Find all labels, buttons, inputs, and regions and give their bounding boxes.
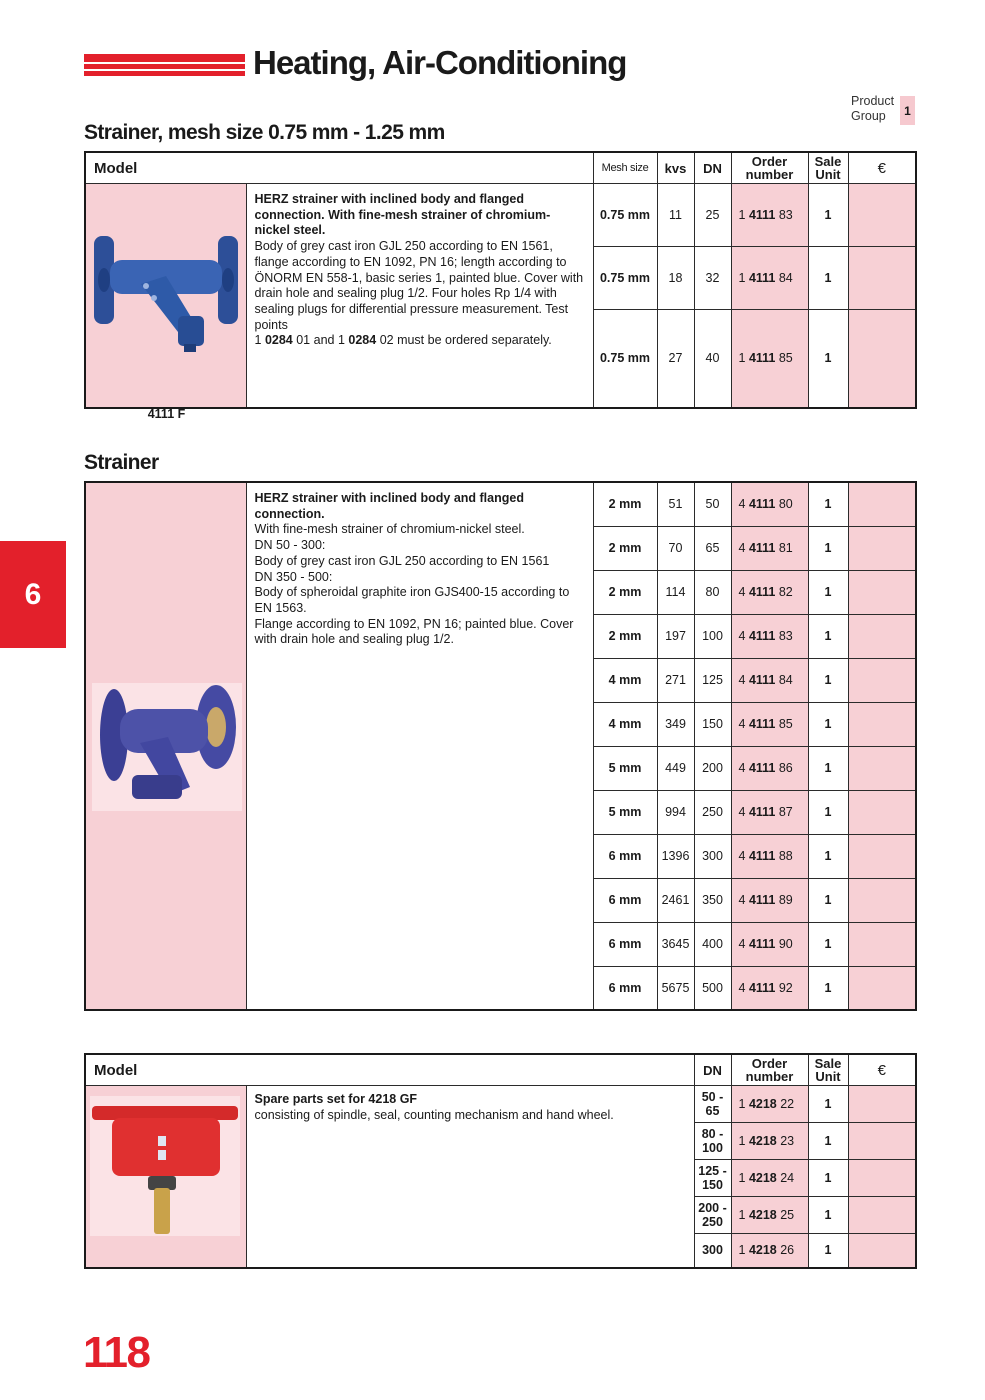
price-cell [848, 482, 916, 526]
kvs: 994 [657, 790, 694, 834]
order-number: 1 4218 26 [731, 1234, 808, 1268]
price-cell [848, 1123, 916, 1160]
price-cell [848, 184, 916, 247]
kvs: 18 [657, 247, 694, 310]
order-number: 1 4111 83 [731, 184, 808, 247]
col-kvs: kvs [657, 152, 694, 184]
strainer-4111f-image [86, 204, 246, 394]
sale-unit: 1 [808, 570, 848, 614]
sale-unit: 1 [808, 878, 848, 922]
order-number: 4 4111 86 [731, 746, 808, 790]
order-number: 1 4111 84 [731, 247, 808, 310]
sale-unit: 1 [808, 702, 848, 746]
sale-unit: 1 [808, 1234, 848, 1268]
table-row [85, 1086, 916, 1123]
sale-unit: 1 [808, 247, 848, 310]
sale-unit: 1 [808, 834, 848, 878]
product-description: HERZ strainer with inclined body and flanged connection. With fine-mesh strainer of chromium-nickel steel. DN 50 - 300: Body of grey cast iron GJL 250 according to EN 1561 DN 350 - 500: Body of spheroidal graphite iron GJS400-15 according to EN 1563. Flange according to EN 1092, PN 16; painted blue. Cover with drain hole and sealing plug 1/2. [246, 482, 593, 1010]
dn: 50 [694, 482, 731, 526]
sale-unit: 1 [808, 310, 848, 408]
order-number: 4 4111 89 [731, 878, 808, 922]
strainer-image [92, 683, 242, 813]
mesh-size: 6 mm [593, 878, 657, 922]
price-cell [848, 922, 916, 966]
product-image-cell [85, 184, 246, 421]
col-mesh-size: Mesh size [593, 152, 657, 184]
price-cell [848, 1160, 916, 1197]
mesh-size: 0.75 mm [593, 184, 657, 247]
page-number: 118 [83, 1328, 150, 1377]
order-number: 4 4111 92 [731, 966, 808, 1010]
mesh-size: 4 mm [593, 658, 657, 702]
strainer-fine-table [84, 151, 917, 421]
spare-parts-table [84, 1053, 917, 1269]
price-cell [848, 966, 916, 1010]
product-description: Spare parts set for 4218 GF consisting of spindle, seal, counting mechanism and hand wheel. [246, 1086, 694, 1268]
order-number: 1 4218 25 [731, 1197, 808, 1234]
dn: 200 - 250 [694, 1197, 731, 1234]
price-cell [848, 570, 916, 614]
dn: 125 - 150 [694, 1160, 731, 1197]
kvs: 114 [657, 570, 694, 614]
price-cell [848, 746, 916, 790]
order-number: 4 4111 83 [731, 614, 808, 658]
col-euro: € [848, 1054, 916, 1086]
sale-unit: 1 [808, 1197, 848, 1234]
order-number: 4 4111 84 [731, 658, 808, 702]
price-cell [848, 614, 916, 658]
price-cell [848, 526, 916, 570]
dn: 300 [694, 834, 731, 878]
sale-unit: 1 [808, 966, 848, 1010]
mesh-size: 4 mm [593, 702, 657, 746]
sale-unit: 1 [808, 1123, 848, 1160]
order-number: 4 4111 88 [731, 834, 808, 878]
order-number: 1 4218 23 [731, 1123, 808, 1160]
dn: 300 [694, 1234, 731, 1268]
table-row [85, 184, 916, 247]
col-dn: DN [694, 1054, 731, 1086]
mesh-size: 2 mm [593, 482, 657, 526]
dn: 80 [694, 570, 731, 614]
col-order: Order number [731, 152, 808, 184]
kvs: 271 [657, 658, 694, 702]
order-number: 4 4111 81 [731, 526, 808, 570]
kvs: 11 [657, 184, 694, 247]
price-cell [848, 247, 916, 310]
dn: 250 [694, 790, 731, 834]
kvs: 349 [657, 702, 694, 746]
mesh-size: 6 mm [593, 922, 657, 966]
product-description: HERZ strainer with inclined body and flanged connection. With fine-mesh strainer of chromium-nickel steel. Body of grey cast iron GJL 250 according to EN 1561, flange according to EN 1092, PN 16; length according to ÖNORM EN 558-1, basic series 1, painted blue. Cover with drain hole and sealing plug 1/2. Four holes Rp 1/4 with sealing plugs for differential pressure measurement. Test points 1 0284 01 and 1 0284 02 must be ordered separately. [246, 184, 593, 408]
sale-unit: 1 [808, 526, 848, 570]
mesh-size: 0.75 mm [593, 310, 657, 408]
order-number: 1 4218 22 [731, 1086, 808, 1123]
dn: 25 [694, 184, 731, 247]
dn: 80 - 100 [694, 1123, 731, 1160]
order-number: 1 4218 24 [731, 1160, 808, 1197]
mesh-size: 6 mm [593, 966, 657, 1010]
col-order: Order number [731, 1054, 808, 1086]
strainer-table [84, 481, 917, 1011]
kvs: 70 [657, 526, 694, 570]
order-number: 4 4111 90 [731, 922, 808, 966]
dn: 150 [694, 702, 731, 746]
col-dn: DN [694, 152, 731, 184]
sale-unit: 1 [808, 184, 848, 247]
model-label: 4111 F [147, 407, 186, 421]
product-image-cell [85, 1086, 246, 1268]
col-sale-unit: Sale Unit [808, 1054, 848, 1086]
order-number: 4 4111 87 [731, 790, 808, 834]
col-sale-unit: Sale Unit [808, 152, 848, 184]
table-header [85, 152, 916, 184]
order-number: 4 4111 82 [731, 570, 808, 614]
kvs: 197 [657, 614, 694, 658]
page-title: Heating, Air-Conditioning [253, 44, 627, 81]
dn: 100 [694, 614, 731, 658]
sale-unit: 1 [808, 1160, 848, 1197]
sale-unit: 1 [808, 614, 848, 658]
product-image-cell [85, 482, 246, 1010]
mesh-size: 5 mm [593, 790, 657, 834]
mesh-size: 5 mm [593, 746, 657, 790]
product-group-label: Product Group [851, 94, 895, 123]
price-cell [848, 834, 916, 878]
sale-unit: 1 [808, 1086, 848, 1123]
mesh-size: 6 mm [593, 834, 657, 878]
section-title: Strainer [84, 451, 159, 474]
sale-unit: 1 [808, 482, 848, 526]
sale-unit: 1 [808, 790, 848, 834]
price-cell [848, 1086, 916, 1123]
price-cell [848, 1197, 916, 1234]
dn: 65 [694, 526, 731, 570]
mesh-size: 2 mm [593, 570, 657, 614]
price-cell [848, 702, 916, 746]
spare-parts-image [90, 1096, 240, 1246]
kvs: 51 [657, 482, 694, 526]
price-cell [848, 658, 916, 702]
dn: 400 [694, 922, 731, 966]
col-model: Model [85, 152, 593, 184]
section-title: Strainer, mesh size 0.75 mm - 1.25 mm [84, 121, 445, 144]
order-number: 4 4111 85 [731, 702, 808, 746]
col-euro: € [848, 152, 916, 184]
mesh-size: 2 mm [593, 614, 657, 658]
kvs: 2461 [657, 878, 694, 922]
price-cell [848, 878, 916, 922]
kvs: 5675 [657, 966, 694, 1010]
kvs: 1396 [657, 834, 694, 878]
kvs: 3645 [657, 922, 694, 966]
dn: 40 [694, 310, 731, 408]
kvs: 27 [657, 310, 694, 408]
sale-unit: 1 [808, 922, 848, 966]
sale-unit: 1 [808, 658, 848, 702]
col-model: Model [85, 1054, 694, 1086]
dn: 500 [694, 966, 731, 1010]
order-number: 1 4111 85 [731, 310, 808, 408]
mesh-size: 0.75 mm [593, 247, 657, 310]
dn: 50 - 65 [694, 1086, 731, 1123]
product-group-badge: 1 [900, 96, 915, 125]
kvs: 449 [657, 746, 694, 790]
header-accent-bar [84, 54, 245, 76]
dn: 200 [694, 746, 731, 790]
price-cell [848, 310, 916, 408]
table-row [85, 482, 916, 526]
table-header [85, 1054, 916, 1086]
dn: 350 [694, 878, 731, 922]
price-cell [848, 790, 916, 834]
order-number: 4 4111 80 [731, 482, 808, 526]
dn: 125 [694, 658, 731, 702]
chapter-tab: 6 [0, 541, 66, 648]
mesh-size: 2 mm [593, 526, 657, 570]
sale-unit: 1 [808, 746, 848, 790]
price-cell [848, 1234, 916, 1268]
dn: 32 [694, 247, 731, 310]
